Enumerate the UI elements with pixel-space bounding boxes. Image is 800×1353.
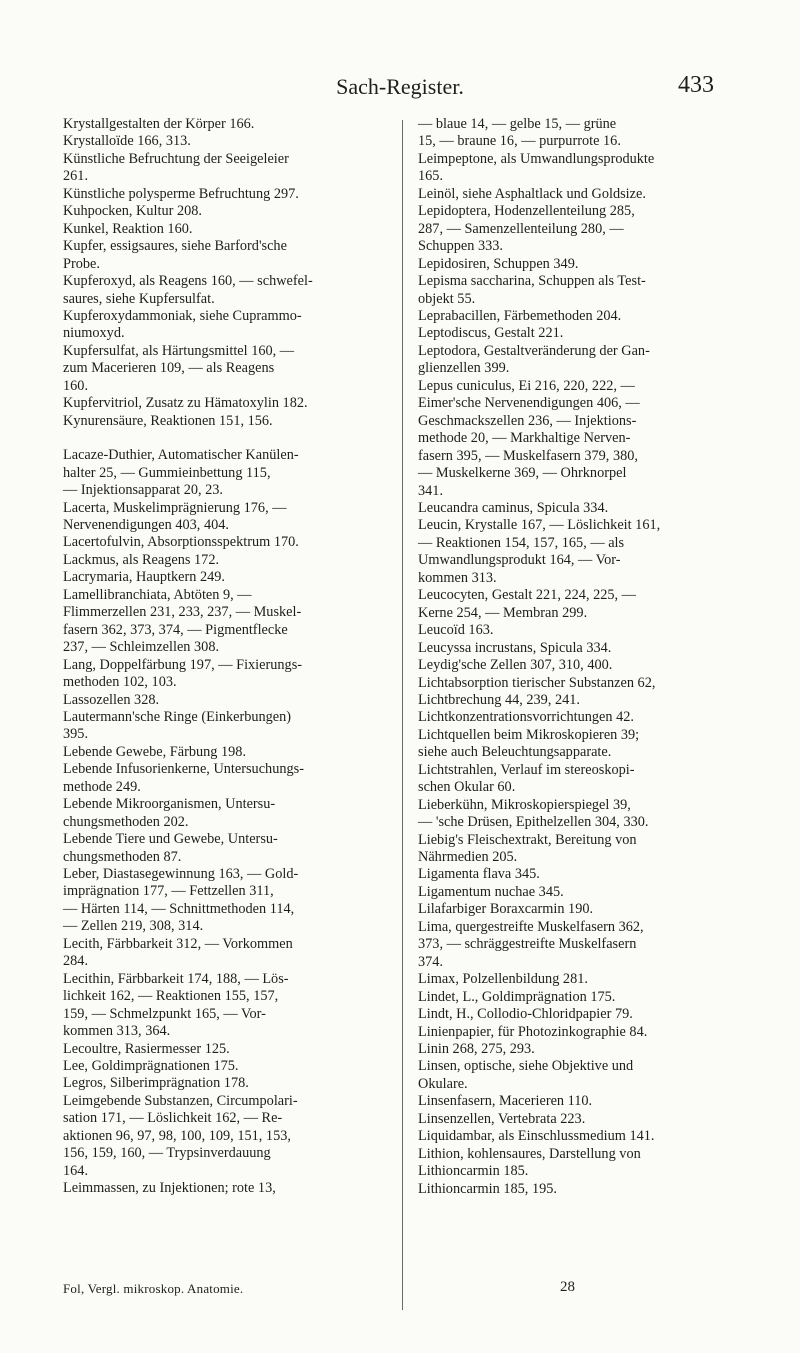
running-title: Sach-Register. [336,74,464,99]
index-line: Lecithin, Färbbarkeit 174, 188, — Lös- [63,970,289,987]
index-line: 165. [418,168,444,185]
index-line: objekt 55. [418,290,476,307]
index-line: Leprabacillen, Färbemethoden 204. [418,307,622,324]
index-line: Lebende Gewebe, Färbung 198. [63,743,247,760]
index-line: Lecith, Färbbarkeit 312, — Vorkommen [63,935,293,952]
index-line: Umwandlungsprodukt 164, — Vor- [418,552,621,569]
index-line: Lepidosiren, Schuppen 349. [418,255,579,272]
index-line: Limax, Polzellenbildung 281. [418,971,588,988]
index-line: Leydig'sche Zellen 307, 310, 400. [418,657,613,674]
index-line: chungsmethoden 87. [63,848,182,865]
index-line: Nervenendigungen 403, 404. [63,516,229,533]
footer-signature: Fol, Vergl. mikroskop. Anatomie. [63,1281,244,1296]
index-line: Künstliche polysperme Befruchtung 297. [63,185,299,202]
right-column [418,116,758,1198]
index-line: Leptodiscus, Gestalt 221. [418,325,564,342]
index-line: Liebig's Fleischextrakt, Bereitung von [418,831,637,848]
index-line: — Zellen 219, 308, 314. [63,918,204,935]
index-line: Kynurensäure, Reaktionen 151, 156. [63,412,273,429]
index-line: Lebende Infusorienkerne, Untersuchungs- [63,761,304,778]
index-line: 159, — Schmelzpunkt 165, — Vor- [63,1005,266,1022]
index-line: Leucocyten, Gestalt 221, 224, 225, — [418,587,636,604]
index-line: Lacerta, Muskelimprägnierung 176, — [63,499,287,516]
index-line: Lacertofulvin, Absorptionsspektrum 170. [63,534,299,551]
index-line: chungsmethoden 202. [63,813,189,830]
index-line: Leimmassen, zu Injektionen; rote 13, [63,1180,276,1197]
index-line: 287, — Samenzellenteilung 280, — [418,220,624,237]
index-line: halter 25, — Gummieinbettung 115, [63,464,271,481]
index-line: lichkeit 162, — Reaktionen 155, 157, [63,988,279,1005]
index-line: kommen 313, 364. [63,1023,171,1040]
index-line: Lee, Goldimprägnationen 175. [63,1058,239,1075]
index-line: Linin 268, 275, 293. [418,1041,535,1058]
index-line: fasern 362, 373, 374, — Pigmentflecke [63,621,288,638]
index-line: 284. [63,953,89,970]
index-line: Kupferoxyd, als Reagens 160, — schwefel- [63,273,313,290]
index-line: Leucin, Krystalle 167, — Löslichkeit 161, [418,517,661,534]
index-line: zum Macerieren 109, — als Reagens [63,360,275,377]
page-header [0,68,800,108]
index-line: Leimgebende Substanzen, Circumpolari- [63,1092,298,1109]
index-line: Künstliche Befruchtung der Seeigeleier [63,150,289,167]
index-line: Nährmedien 205. [418,849,518,866]
index-line: 374. [418,953,444,970]
index-line: Geschmackszellen 236, — Injektions- [418,412,637,429]
index-line: Kupfersulfat, als Härtungsmittel 160, — [63,342,295,359]
index-line: Lebende Mikroorganismen, Untersu- [63,796,276,813]
index-line: — 'sche Drüsen, Epithelzellen 304, 330. [418,814,649,831]
index-line: Lithion, kohlensaures, Darstellung von [418,1145,641,1162]
index-line: aktionen 96, 97, 98, 100, 109, 151, 153, [63,1127,291,1144]
index-line: Leucoïd 163. [418,622,494,639]
index-line: 15, — braune 16, — purpurrote 16. [418,133,621,150]
left-column [63,116,401,1198]
index-line: imprägnation 177, — Fettzellen 311, [63,883,274,900]
index-line: methode 20, — Markhaltige Nerven- [418,430,631,447]
index-line: — Muskelkerne 369, — Ohrknorpel [418,465,627,482]
index-line: sation 171, — Löslichkeit 162, — Re- [63,1110,283,1127]
index-line: 164. [63,1162,89,1179]
index-line: Kupferoxydammoniak, siehe Cuprammo- [63,307,302,324]
index-line: — blaue 14, — gelbe 15, — grüne [418,116,617,132]
index-line: Lackmus, als Reagens 172. [63,551,220,568]
index-line: Lacaze-Duthier, Automatischer Kanülen- [63,447,299,464]
index-line: 261. [63,168,89,185]
index-line: fasern 395, — Muskelfasern 379, 380, [418,447,638,464]
index-line: Lichtkonzentrationsvorrichtungen 42. [418,709,634,726]
index-line: Krystalloïde 166, 313. [63,133,191,150]
index-line: Lithioncarmin 185. [418,1163,529,1180]
index-line: Lacrymaria, Hauptkern 249. [63,569,225,586]
index-line: Eimer'sche Nervenendigungen 406, — [418,395,640,412]
index-line: Linsen, optische, siehe Objektive und [418,1058,634,1075]
index-line: Leinöl, siehe Asphaltlack und Goldsize. [418,185,646,202]
index-line: Lindet, L., Goldimprägnation 175. [418,988,616,1005]
index-line: Lautermann'sche Ringe (Einkerbungen) [63,708,292,725]
index-line: siehe auch Beleuchtungsapparate. [418,744,612,761]
index-line: Linienpapier, für Photozinkographie 84. [418,1023,648,1040]
index-line: Liquidambar, als Einschlussmedium 141. [418,1128,655,1145]
index-line: niumoxyd. [63,325,125,342]
index-line: Kerne 254, — Membran 299. [418,604,588,621]
index-line: 156, 159, 160, — Trypsinverdauung [63,1145,271,1162]
index-line: methode 249. [63,778,141,795]
index-line: — Injektionsapparat 20, 23. [63,482,224,499]
index-line: Lepus cuniculus, Ei 216, 220, 222, — [418,377,635,394]
index-line: 373, — schräggestreifte Muskelfasern [418,936,637,953]
index-line: Lepisma saccharina, Schuppen als Test- [418,273,646,290]
index-line: Leptodora, Gestaltveränderung der Gan- [418,342,650,359]
index-line: Lindt, H., Collodio-Chloridpapier 79. [418,1006,633,1023]
index-line: schen Okular 60. [418,779,516,796]
index-line: Ligamenta flava 345. [418,866,540,883]
index-line: Lamellibranchiata, Abtöten 9, — [63,586,252,603]
index-line: saures, siehe Kupfersulfat. [63,290,215,307]
index-line: kommen 313. [418,569,497,586]
index-line: Krystallgestalten der Körper 166. [63,116,255,132]
index-line: Lecoultre, Rasiermesser 125. [63,1040,230,1057]
index-line: Lieberkühn, Mikroskopierspiegel 39, [418,796,631,813]
index-line: 237, — Schleimzellen 308. [63,639,220,656]
column-divider [402,120,403,1310]
index-line: Ligamentum nuchae 345. [418,883,564,900]
index-line: — Reaktionen 154, 157, 165, — als [418,534,625,551]
index-line: Lepidoptera, Hodenzellenteilung 285, [418,203,635,220]
index-line: Lilafarbiger Boraxcarmin 190. [418,901,594,918]
index-line: Lichtbrechung 44, 239, 241. [418,691,580,708]
index-line: Kupfer, essigsaures, siehe Barford'sche [63,238,287,255]
index-line: Lassozellen 328. [63,691,160,708]
index-line: 395. [63,726,89,743]
index-line: Okulare. [418,1075,468,1092]
index-line: Lithioncarmin 185, 195. [418,1180,557,1197]
index-line: Leimpeptone, als Umwandlungsprodukte [418,150,655,167]
signature-mark: 28 [560,1279,575,1295]
index-line: Legros, Silberimprägnation 178. [63,1075,249,1092]
index-line: Linsenzellen, Vertebrata 223. [418,1110,586,1127]
index-line: Lebende Tiere und Gewebe, Untersu- [63,831,278,848]
index-line: Leucandra caminus, Spicula 334. [418,499,609,516]
index-line: Leucyssa incrustans, Spicula 334. [418,639,612,656]
index-line: — Härten 114, — Schnittmethoden 114, [63,900,295,917]
index-line: Leber, Diastasegewinnung 163, — Gold- [63,866,299,883]
index-line: Schuppen 333. [418,238,503,255]
index-line: Kunkel, Reaktion 160. [63,220,193,237]
index-line: methoden 102, 103. [63,674,177,691]
index-line: 341. [418,482,444,499]
index-line: Lichtquellen beim Mikroskopieren 39; [418,726,640,743]
index-line: Lang, Doppelfärbung 197, — Fixierungs- [63,656,303,673]
index-line: Kuhpocken, Kultur 208. [63,203,202,220]
index-line: Lima, quergestreifte Muskelfasern 362, [418,918,644,935]
index-line: Probe. [63,255,100,272]
index-line: Flimmerzellen 231, 233, 237, — Muskel- [63,604,302,621]
index-line: Kupfervitriol, Zusatz zu Hämatoxylin 182. [63,395,308,412]
index-line: Linsenfasern, Macerieren 110. [418,1093,593,1110]
index-line: 160. [63,377,89,394]
index-line: Lichtabsorption tierischer Substanzen 62, [418,674,656,691]
index-line: glienzellen 399. [418,360,510,377]
index-line [63,430,401,447]
index-line: Lichtstrahlen, Verlauf im stereoskopi- [418,761,635,778]
page-number: 433 [678,72,714,98]
